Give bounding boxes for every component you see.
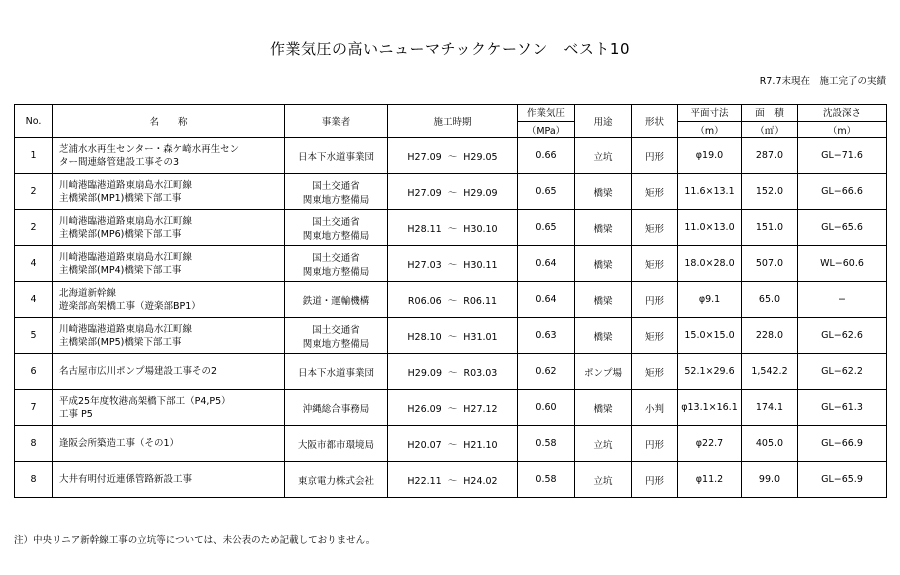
operator-line-1: 国土交通省 (312, 252, 360, 264)
cell-period (388, 354, 518, 390)
period-start: R06.06 (407, 295, 442, 307)
cell-use: 橋梁 (575, 282, 632, 318)
cell-no: 8 (15, 426, 53, 462)
cell-name (53, 138, 285, 174)
cell-area: 287.0 (742, 138, 798, 174)
name-line-1: 北海道新幹線 (59, 287, 117, 299)
name-line-2: 主橋梁部(MP6)橋梁下部工事 (59, 228, 182, 240)
cell-dims: 11.0×13.0 (678, 210, 742, 246)
table-row (15, 210, 887, 246)
cell-period (388, 246, 518, 282)
name-line-1: 川崎港臨港道路東扇島水江町線 (59, 179, 193, 191)
cell-no: 2 (15, 210, 53, 246)
cell-no: 1 (15, 138, 53, 174)
cell-use: 橋梁 (575, 246, 632, 282)
period-end: R03.03 (463, 367, 498, 379)
cell-use: ポンプ場 (575, 354, 632, 390)
period-start: H22.11 (407, 475, 442, 487)
cell-name (53, 282, 285, 318)
operator-line-1: 東京電力株式会社 (297, 475, 374, 487)
cell-operator (285, 138, 388, 174)
period-separator: ～ (448, 367, 458, 379)
cell-pressure: 0.58 (518, 462, 575, 498)
cell-pressure: 0.66 (518, 138, 575, 174)
operator-line-1: 日本下水道事業団 (297, 367, 374, 379)
period-separator: ～ (447, 223, 458, 235)
operator-line-1: 鉄道・運輸機構 (302, 295, 370, 307)
header-area: 面 積 （㎡） (742, 105, 798, 138)
operator-line-1: 日本下水道事業団 (297, 151, 374, 163)
period-start: H27.03 (407, 259, 442, 271)
cell-dims: 11.6×13.1 (678, 174, 742, 210)
period-end: R06.11 (463, 295, 498, 307)
table-row (15, 318, 887, 354)
cell-pressure: 0.58 (518, 426, 575, 462)
cell-period (388, 210, 518, 246)
period-start: H27.09 (407, 151, 442, 163)
operator-line-2: 関東地方整備局 (302, 230, 370, 242)
cell-pressure: 0.60 (518, 390, 575, 426)
footnote: 注）中央リニア新幹線工事の立坑等については、未公表のため記載しておりません。 (14, 535, 376, 546)
cell-period (388, 282, 518, 318)
cell-shape: 矩形 (632, 246, 678, 282)
cell-operator (285, 282, 388, 318)
period-start: H20.07 (407, 439, 442, 451)
cell-shape: 円形 (632, 138, 678, 174)
cell-operator (285, 462, 388, 498)
name-line-1: 名古屋市広川ポンプ場建設工事その2 (59, 366, 218, 377)
cell-use: 橋梁 (575, 174, 632, 210)
cell-pressure: 0.62 (518, 354, 575, 390)
cell-name (53, 210, 285, 246)
cell-use: 立坑 (575, 138, 632, 174)
header-pressure: 作業気圧 （MPa） (518, 105, 575, 138)
cell-shape: 矩形 (632, 210, 678, 246)
cell-dims: 18.0×28.0 (678, 246, 742, 282)
cell-shape: 円形 (632, 282, 678, 318)
cell-operator (285, 246, 388, 282)
cell-name (53, 354, 285, 390)
table-row (15, 462, 887, 498)
cell-operator (285, 318, 388, 354)
cell-dims: φ22.7 (678, 426, 742, 462)
header-depth: 沈設深さ （m） (798, 105, 887, 138)
header-name: 名 称 (53, 105, 285, 138)
cell-period (388, 318, 518, 354)
cell-shape: 円形 (632, 462, 678, 498)
as-of-note: R7.7末現在 施工完了の実績 (759, 76, 886, 87)
header-period: 施工時期 (388, 105, 518, 138)
cell-depth: WL−60.6 (798, 246, 887, 282)
period-end: H27.12 (463, 403, 498, 415)
name-line-2: 工事 P5 (59, 408, 93, 420)
cell-pressure: 0.63 (518, 318, 575, 354)
table-row (15, 174, 887, 210)
cell-operator (285, 354, 388, 390)
name-line-2: 主橋梁部(MP1)橋梁下部工事 (59, 192, 182, 204)
cell-depth: GL−71.6 (798, 138, 887, 174)
name-line-1: 川崎港臨港道路東扇島水江町線 (59, 251, 193, 263)
cell-operator (285, 426, 388, 462)
cell-period (388, 426, 518, 462)
period-end: H29.09 (463, 187, 498, 199)
cell-depth: GL−66.9 (798, 426, 887, 462)
cell-dims: φ9.1 (678, 282, 742, 318)
cell-no: 4 (15, 282, 53, 318)
cell-operator (285, 174, 388, 210)
name-line-1: 逢阪会所築造工事（その1） (59, 438, 180, 449)
cell-no: 4 (15, 246, 53, 282)
cell-pressure: 0.64 (518, 246, 575, 282)
operator-line-1: 大阪市都市環境局 (297, 439, 374, 451)
period-separator: ～ (447, 331, 458, 343)
cell-no: 8 (15, 462, 53, 498)
table-row (15, 390, 887, 426)
cell-name (53, 174, 285, 210)
period-start: H28.10 (407, 331, 442, 343)
period-end: H21.10 (463, 439, 498, 451)
cell-area: 1,542.2 (742, 354, 798, 390)
table-row (15, 282, 887, 318)
cell-use: 橋梁 (575, 318, 632, 354)
caisson-table (14, 104, 887, 498)
name-line-1: 平成25年度牧港高架橋下部工（P4,P5） (59, 395, 231, 407)
cell-no: 6 (15, 354, 53, 390)
name-line-2: ター間連絡管建設工事その3 (59, 156, 180, 168)
cell-name (53, 426, 285, 462)
header-shape: 形状 (632, 105, 678, 138)
cell-shape: 矩形 (632, 354, 678, 390)
cell-depth: − (798, 282, 887, 318)
period-separator: ～ (447, 403, 458, 415)
cell-operator (285, 210, 388, 246)
cell-shape: 矩形 (632, 318, 678, 354)
period-end: H24.02 (463, 475, 498, 487)
cell-area: 151.0 (742, 210, 798, 246)
operator-line-1: 沖縄総合事務局 (302, 403, 370, 415)
period-end: H29.05 (463, 151, 498, 163)
cell-depth: GL−66.6 (798, 174, 887, 210)
cell-name (53, 318, 285, 354)
period-separator: ～ (447, 151, 458, 163)
cell-name (53, 390, 285, 426)
page-title: 作業気圧の高いニューマチックケーソン ベスト10 (269, 40, 631, 58)
table-row (15, 246, 887, 282)
operator-line-1: 国土交通省 (312, 180, 360, 192)
period-start: H27.09 (407, 187, 442, 199)
cell-area: 405.0 (742, 426, 798, 462)
cell-dims: φ13.1×16.1 (678, 390, 742, 426)
cell-use: 立坑 (575, 462, 632, 498)
cell-pressure: 0.65 (518, 210, 575, 246)
cell-operator (285, 390, 388, 426)
header-operator: 事業者 (285, 105, 388, 138)
period-separator: ～ (447, 295, 458, 307)
name-line-1: 芝浦水水再生センター・森ケ崎水再生セン (59, 143, 240, 155)
period-start: H26.09 (407, 403, 442, 415)
cell-no: 2 (15, 174, 53, 210)
cell-depth: GL−62.2 (798, 354, 887, 390)
cell-depth: GL−61.3 (798, 390, 887, 426)
cell-period (388, 462, 518, 498)
period-end: H31.01 (463, 331, 498, 343)
period-end: H30.11 (463, 259, 498, 271)
cell-pressure: 0.65 (518, 174, 575, 210)
cell-period (388, 174, 518, 210)
cell-dims: φ11.2 (678, 462, 742, 498)
period-separator: ～ (447, 475, 458, 487)
cell-area: 152.0 (742, 174, 798, 210)
name-line-1: 川崎港臨港道路東扇島水江町線 (59, 215, 193, 227)
operator-line-1: 国土交通省 (312, 216, 360, 228)
name-line-1: 大井有明付近連係管路新設工事 (59, 474, 193, 485)
cell-depth: GL−65.6 (798, 210, 887, 246)
name-line-2: 主橋梁部(MP5)橋梁下部工事 (59, 336, 182, 348)
cell-area: 99.0 (742, 462, 798, 498)
cell-no: 5 (15, 318, 53, 354)
header-use: 用途 (575, 105, 632, 138)
cell-area: 228.0 (742, 318, 798, 354)
operator-line-1: 国土交通省 (312, 324, 360, 336)
name-line-2: 遊楽部高架橋工事（遊楽部BP1） (59, 300, 201, 312)
period-separator: ～ (447, 439, 458, 451)
table-row (15, 426, 887, 462)
cell-dims: φ19.0 (678, 138, 742, 174)
header-dims: 平面寸法 （m） (678, 105, 742, 138)
period-end: H30.10 (463, 223, 498, 235)
cell-use: 橋梁 (575, 210, 632, 246)
cell-period (388, 138, 518, 174)
cell-no: 7 (15, 390, 53, 426)
cell-shape: 小判 (632, 390, 678, 426)
operator-line-2: 関東地方整備局 (302, 338, 370, 350)
table-row (15, 354, 887, 390)
cell-pressure: 0.64 (518, 282, 575, 318)
cell-use: 橋梁 (575, 390, 632, 426)
table-row (15, 138, 887, 174)
cell-name (53, 462, 285, 498)
period-separator: ～ (447, 187, 458, 199)
operator-line-2: 関東地方整備局 (302, 266, 370, 278)
period-separator: ～ (447, 259, 458, 271)
cell-area: 174.1 (742, 390, 798, 426)
cell-use: 立坑 (575, 426, 632, 462)
cell-shape: 円形 (632, 426, 678, 462)
period-start: H29.09 (407, 367, 442, 379)
period-start: H28.11 (407, 223, 442, 235)
name-line-2: 主橋梁部(MP4)橋梁下部工事 (59, 264, 182, 276)
cell-area: 65.0 (742, 282, 798, 318)
cell-dims: 15.0×15.0 (678, 318, 742, 354)
cell-period (388, 390, 518, 426)
cell-depth: GL−62.6 (798, 318, 887, 354)
cell-name (53, 246, 285, 282)
cell-dims: 52.1×29.6 (678, 354, 742, 390)
cell-shape: 矩形 (632, 174, 678, 210)
header-row (15, 105, 887, 138)
operator-line-2: 関東地方整備局 (302, 194, 370, 206)
header-no: No. (15, 105, 53, 138)
cell-depth: GL−65.9 (798, 462, 887, 498)
cell-area: 507.0 (742, 246, 798, 282)
name-line-1: 川崎港臨港道路東扇島水江町線 (59, 323, 193, 335)
